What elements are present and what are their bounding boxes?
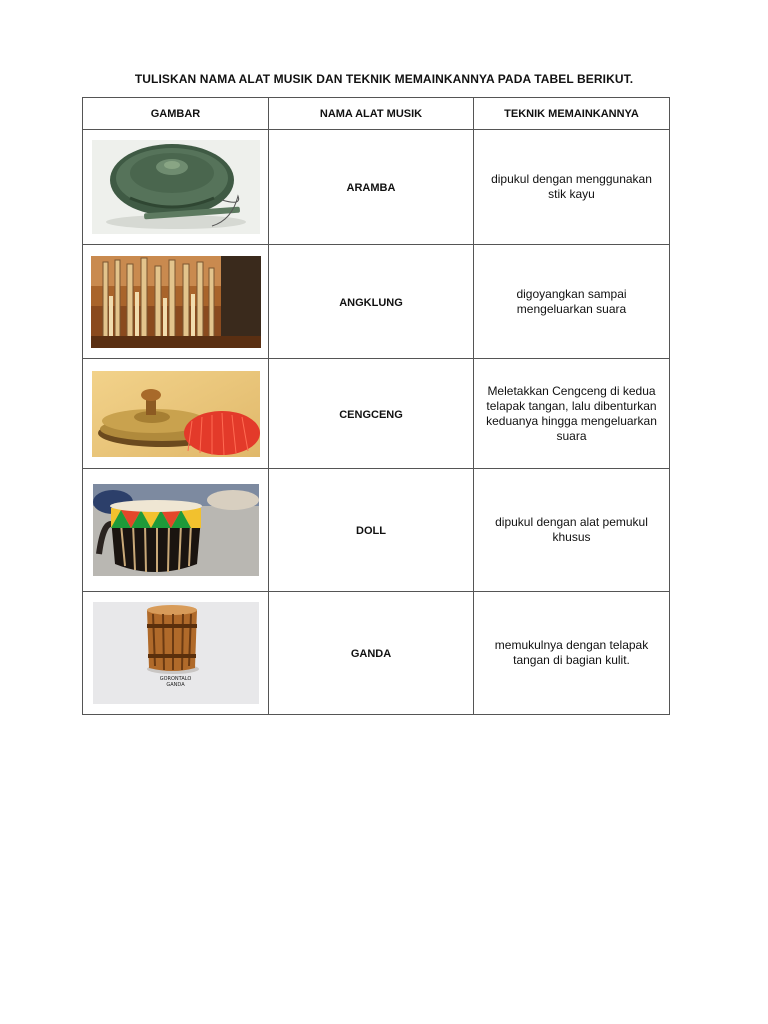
- instrument-technique: dipukul dengan alat pemukul khusus: [474, 469, 670, 592]
- ganda-caption: GORONTALO GANDA: [159, 676, 192, 688]
- table-row: [83, 359, 670, 469]
- instrument-technique: digoyangkan sampai mengeluarkan suara: [474, 245, 670, 359]
- instrument-table: [82, 97, 670, 715]
- instrument-name: GANDA: [269, 592, 474, 715]
- instrument-name: DOLL: [269, 469, 474, 592]
- image-cell: [83, 130, 269, 245]
- instrument-technique: memukulnya dengan telapak tangan di bagian kulit.: [474, 592, 670, 715]
- instrument-technique: Meletakkan Cengceng di kedua telapak tangan, lalu dibenturkan keduanya hingga mengeluarkan suara: [474, 359, 670, 469]
- ganda-drum-image: [93, 602, 259, 704]
- cengceng-image: [92, 371, 260, 457]
- image-cell: [83, 245, 269, 359]
- table-row: [83, 245, 670, 359]
- gong-image: [92, 140, 260, 234]
- instrument-name: CENGCENG: [269, 359, 474, 469]
- header-teknik: TEKNIK MEMAINKANNYA: [474, 98, 670, 130]
- doll-drum-image: [93, 484, 259, 576]
- image-cell: [83, 469, 269, 592]
- table-header-row: [83, 98, 670, 130]
- image-cell: [83, 592, 269, 715]
- table-row: [83, 469, 670, 592]
- instrument-technique: dipukul dengan menggunakan stik kayu: [474, 130, 670, 245]
- header-nama-alat-musik: NAMA ALAT MUSIK: [269, 98, 474, 130]
- table-row: [83, 592, 670, 715]
- worksheet-title: TULISKAN NAMA ALAT MUSIK DAN TEKNIK MEMAINKANNYA PADA TABEL BERIKUT.: [134, 72, 634, 86]
- table-row: [83, 130, 670, 245]
- instrument-name: ANGKLUNG: [269, 245, 474, 359]
- image-cell: [83, 359, 269, 469]
- instrument-name: ARAMBA: [269, 130, 474, 245]
- header-gambar: GAMBAR: [83, 98, 269, 130]
- angklung-image: [91, 256, 261, 348]
